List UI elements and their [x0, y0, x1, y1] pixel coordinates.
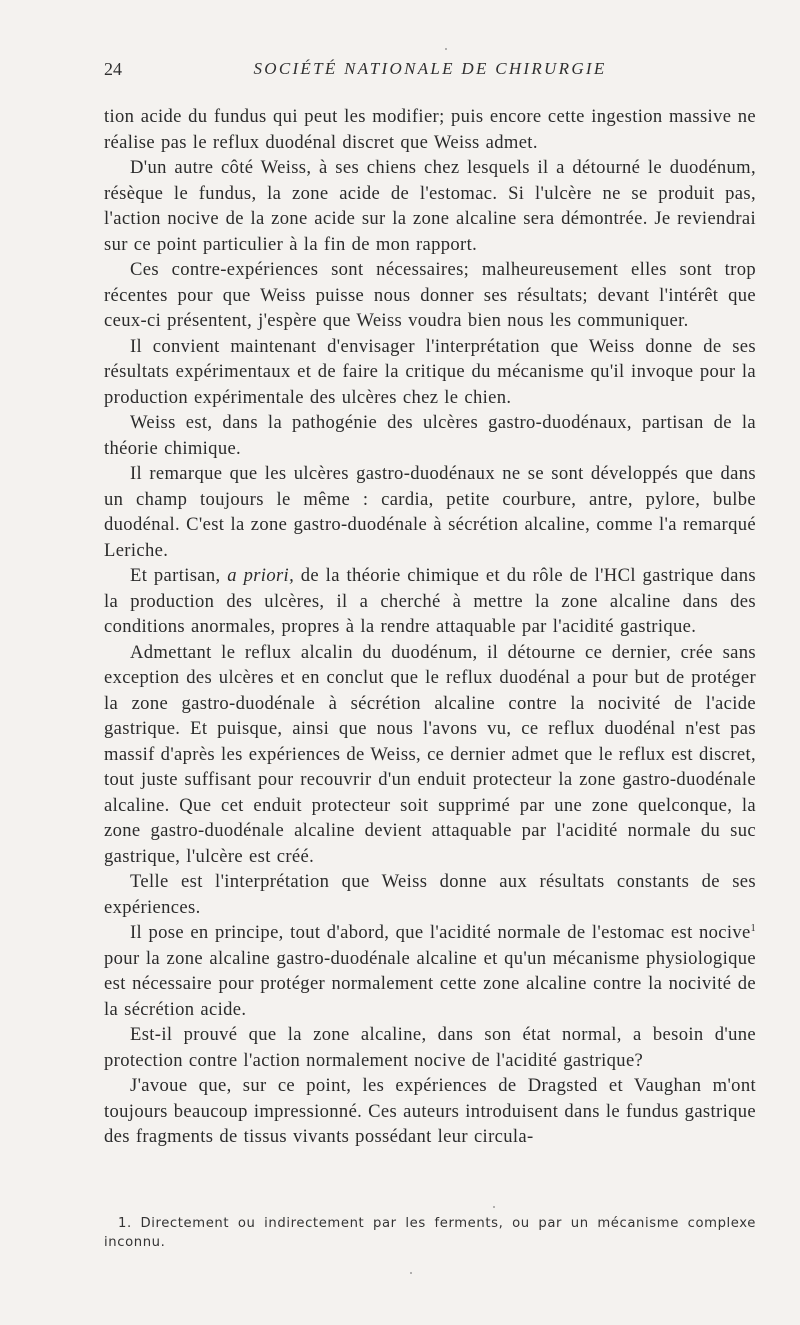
page-header — [104, 59, 756, 85]
paper-speck — [410, 1272, 412, 1274]
paragraph: tion acide du fundus qui peut les modifier; puis encore cette ingestion massive ne réalise pas le reflux duodénal discret que Weiss admet. — [104, 106, 756, 153]
paragraph: Telle est l'interprétation que Weiss donne aux résultats constants de ses expériences. — [104, 871, 756, 918]
paragraph: Ces contre-expériences sont nécessaires; malheureusement elles sont trop récentes pour que Weiss puisse nous donner ses résultats; devant l'intérêt que ceux-ci présentent, j'espère que Weiss voudra bien nous les communiquer. — [104, 259, 756, 331]
paragraph: Admettant le reflux alcalin du duodénum, il détourne ce dernier, crée sans exception des ulcères et en conclut que le reflux duodénal a pour but de protéger la zone gastro-duodénale à sécrétion alcaline contre la nocivité de l'acide gastrique. Et puisque, ainsi que nous l'avons vu, ce reflux duodénal n'est pas massif d'après les expériences de Weiss, ce dernier admet que le reflux est discret, tout juste suffisant pour recouvrir d'un enduit protecteur la zone gastro-duodénale alcaline. Que cet enduit protecteur soit supprimé par une zone quelconque, la zone gastro-duodénale alcaline devient attaquable par l'acidité normale du suc gastrique, l'ulcère est créé. — [104, 641, 756, 867]
paragraph: Il convient maintenant d'envisager l'interprétation que Weiss donne de ses résultats expérimentaux et de faire la critique du mécanisme qu'il invoque pour la production expérimentale des ulcères chez le chien. — [104, 335, 756, 408]
footnote: 1. Directement ou indirectement par les ferments, ou par un mécanisme complexe inconnu. — [104, 1216, 756, 1250]
paper-speck — [493, 1206, 495, 1208]
footnote-reference[interactable]: 1 — [750, 923, 756, 934]
text-run: Il pose en principe, tout d'abord, que l'acidité normale de l'estomac est nocive — [130, 922, 751, 943]
paragraph: Est-il prouvé que la zone alcaline, dans son état normal, a besoin d'une protection contre l'action normalement nocive de l'acidité gastrique? — [104, 1024, 756, 1071]
paper-speck — [445, 48, 447, 50]
paragraph — [104, 920, 756, 1022]
paragraph: D'un autre côté Weiss, à ses chiens chez lesquels il a détourné le duodénum, résèque le fundus, la zone acide de l'estomac. Si l'ulcère ne se produit pas, l'action nocive de la zone acide sur la zone alcaline sera démontrée. Je reviendrai sur ce point particulier à la fin de mon rapport. — [104, 157, 756, 255]
paragraph: Weiss est, dans la pathogénie des ulcères gastro-duodénaux, partisan de la théorie chimique. — [104, 412, 756, 459]
paragraph: J'avoue que, sur ce point, les expériences de Dragsted et Vaughan m'ont toujours beaucoup impressionné. Ces auteurs introduisent dans le fundus gastrique des fragments de tissus vivants possédant leur circula- — [104, 1075, 756, 1147]
running-title: SOCIÉTÉ NATIONALE DE CHIRURGIE — [253, 59, 607, 78]
text-run: de la théorie chimique et du rôle de l'HCl gastrique dans la production des ulcères, il a cherché à mettre la zone alcaline dans des conditions anormales, propres à la rendre attaquable par l'acidité gastrique. — [104, 565, 756, 637]
paragraph — [104, 563, 756, 640]
paragraph: Il remarque que les ulcères gastro-duodénaux ne se sont développés que dans un champ toujours le même : cardia, petite courbure, antre, pylore, bulbe duodénal. C'est la zone gastro-duodénale à sécrétion alcaline, comme l'a remarqué Leriche. — [104, 463, 756, 561]
body-text — [104, 104, 756, 1150]
page-number: 24 — [104, 59, 122, 79]
text-run: pour la zone alcaline gastro-duodénale alcaline et qu'un mécanisme physiologique est nécessaire pour protéger normalement cette zone alcaline contre la nocivité de la sécrétion acide. — [104, 947, 756, 1020]
text-run: Et partisan, — [130, 565, 228, 586]
italic-phrase: a priori, — [227, 565, 295, 586]
